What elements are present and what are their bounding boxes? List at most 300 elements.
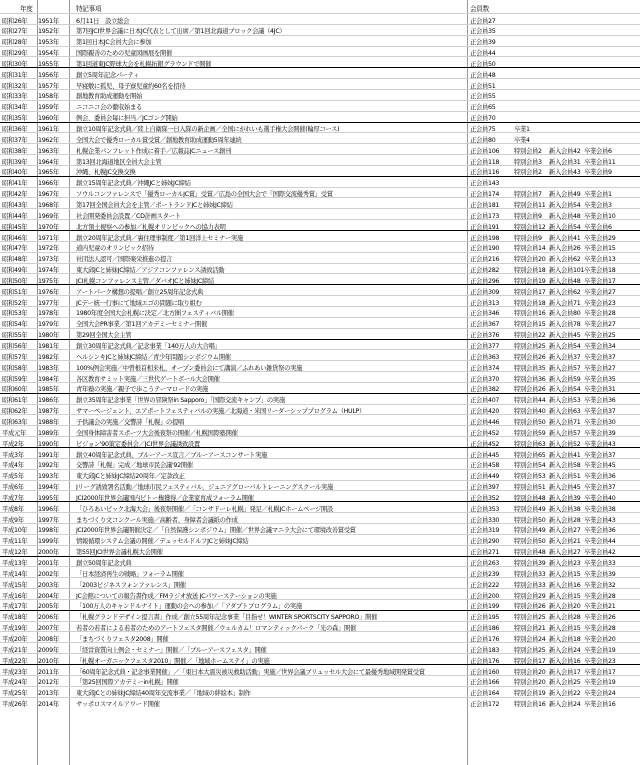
cell-event: 創立30周年記念式典／記念事業「140万人の大合唱」 xyxy=(76,343,221,350)
table-row xyxy=(0,490,640,501)
cell-special-members: 特別会員15 xyxy=(514,321,546,329)
cell-new-members: 新入会員27 xyxy=(549,549,581,557)
cell-graduated-members: 卒業会員9 xyxy=(584,169,612,177)
cell-graduated-members: 卒業会員19 xyxy=(584,646,616,654)
cell-event: 創地教育助成運動を開始 xyxy=(76,93,142,101)
cell-year: 1984年 xyxy=(38,375,59,383)
cell-special-members: 特別会員14 xyxy=(514,245,546,253)
table-row xyxy=(0,404,640,415)
cell-event: 「ひろあいビック北海大会」後夜祭開催／「コンサドーレ札幌」発足／札幌JCホームページ開設 xyxy=(76,505,334,513)
cell-era: 昭和42年 xyxy=(2,191,28,199)
cell-event: 国際親善のための児童図画展を開催 xyxy=(76,50,172,58)
cell-year: 1954年 xyxy=(38,50,59,58)
cell-year: 1964年 xyxy=(38,158,59,166)
cell-graduated-members: 卒業会員1 xyxy=(584,191,612,199)
cell-new-members: 新入会員63 xyxy=(549,408,581,416)
cell-special-members: 特別会員50 xyxy=(514,418,546,426)
cell-graduated-members: 卒業会員6 xyxy=(584,223,612,231)
cell-regular-members: 正会員173 xyxy=(470,212,500,220)
cell-special-members: 特別会員19 xyxy=(514,277,546,285)
cell-regular-members: 正会員75 xyxy=(470,126,496,133)
cell-era: 昭和44年 xyxy=(2,212,28,220)
cell-event: 第29回全国大会主管 xyxy=(76,332,132,340)
cell-year: 2005年 xyxy=(38,603,59,611)
cell-era: 平成24年 xyxy=(2,679,28,687)
table-row xyxy=(0,664,640,675)
cell-graduated-members: 卒業会員44 xyxy=(584,538,616,546)
cell-special-members: 特別会員9 xyxy=(514,234,542,242)
cell-year: 1995年 xyxy=(38,494,59,502)
cell-regular-members: 正会員200 xyxy=(470,592,500,600)
cell-new-members: 新入会員54 xyxy=(549,343,581,350)
cell-graduated-members: 卒業会員23 xyxy=(584,299,616,307)
cell-event: 全国身体障害者スポーツ大会後夜祭の開催／札幌国際塾開催 xyxy=(76,429,238,437)
cell-special-members: 卒業4 xyxy=(514,136,530,144)
cell-regular-members: 正会員183 xyxy=(470,646,500,654)
cell-special-members: 特別会員7 xyxy=(514,191,542,199)
cell-regular-members: 正会員222 xyxy=(470,581,500,589)
cell-graduated-members: 卒業会員6 xyxy=(584,147,612,155)
cell-graduated-members: 卒業会員36 xyxy=(584,527,616,535)
table-row xyxy=(0,577,640,588)
cell-graduated-members: 卒業会員37 xyxy=(584,353,616,361)
cell-era: 昭和58年 xyxy=(2,364,28,372)
cell-special-members: 特別会員18 xyxy=(514,299,546,307)
cell-regular-members: 正会員377 xyxy=(470,343,500,350)
cell-new-members: 新入会員38 xyxy=(549,505,581,513)
cell-era: 昭和62年 xyxy=(2,408,28,416)
cell-era: 平成22年 xyxy=(2,657,28,665)
cell-regular-members: 正会員176 xyxy=(470,657,500,665)
cell-event: 創立35周年記念事業「世界の冒険祭in Sapporo」「国際交流キャンプ」の実施 xyxy=(76,397,285,405)
cell-regular-members: 正会員191 xyxy=(470,223,500,231)
cell-year: 2012年 xyxy=(38,679,59,687)
cell-new-members: 新入会員41 xyxy=(549,234,581,242)
cell-graduated-members: 卒業会員43 xyxy=(584,516,616,524)
cell-era: 平成9年 xyxy=(2,516,24,524)
table-row xyxy=(0,13,640,24)
table-row xyxy=(0,686,640,697)
cell-new-members: 新入会員59 xyxy=(549,375,581,383)
cell-year: 1997年 xyxy=(38,516,59,524)
cell-era: 昭和27年 xyxy=(2,28,28,36)
cell-event: JCデー統一行事にて地域エゴの問題に取り組む xyxy=(76,299,202,307)
cell-special-members: 特別会員12 xyxy=(514,223,546,231)
cell-era: 平成26年 xyxy=(2,701,28,709)
cell-event: 創立40周年記念式典、ブルーアース宣言／ブルーアースコンサート実施 xyxy=(76,451,268,459)
cell-special-members: 特別会員33 xyxy=(514,581,546,589)
cell-era: 昭和30年 xyxy=(2,60,28,68)
cell-new-members: 新入会員28 xyxy=(549,614,581,622)
cell-era: 昭和34年 xyxy=(2,104,28,112)
cell-graduated-members: 卒業会員28 xyxy=(584,310,616,318)
cell-event: 東大邱JCと姉妹JC締結20周年／定款改正 xyxy=(76,473,185,481)
cell-graduated-members: 卒業会員31 xyxy=(584,386,616,394)
cell-regular-members: 正会員27 xyxy=(470,17,496,25)
table-row xyxy=(0,143,640,154)
cell-regular-members: 正会員80 xyxy=(470,136,496,144)
cell-year: 1970年 xyxy=(38,223,59,231)
cell-special-members: 特別会員44 xyxy=(514,397,546,405)
cell-era: 昭和45年 xyxy=(2,223,28,231)
table-row xyxy=(0,631,640,642)
cell-event: JC会館についての報告書作成／FMラジオ放送 JCパワーステーションの実施 xyxy=(76,592,277,600)
cell-era: 昭和50年 xyxy=(2,277,28,285)
cell-graduated-members: 卒業会員34 xyxy=(584,343,616,350)
cell-regular-members: 正会員51 xyxy=(470,82,496,90)
cell-regular-members: 正会員181 xyxy=(470,201,500,209)
cell-new-members: 新入会員54 xyxy=(549,201,581,209)
cell-year: 1988年 xyxy=(38,418,59,426)
cell-graduated-members: 卒業会員39 xyxy=(584,570,616,578)
table-row xyxy=(0,523,640,534)
table-row xyxy=(0,447,640,458)
cell-event: 「60周年記念式典・記念事業開催」／「東日本大震災被災救助活動」実施／世界会議ブリュッセル大会にて最優秀地域開発賞受賞 xyxy=(76,668,425,676)
cell-graduated-members: 卒業会員3 xyxy=(584,201,612,209)
cell-graduated-members: 卒業会員10 xyxy=(584,212,616,220)
cell-regular-members: 正会員186 xyxy=(470,625,500,633)
cell-event: 創立10周年記念式典／陸上自衛隊一日入隊の新企画／全国にがれいも選手権大会開催(輪厚コース) xyxy=(76,126,340,133)
cell-regular-members: 正会員176 xyxy=(470,635,500,643)
cell-regular-members: 正会員346 xyxy=(470,310,500,318)
cell-regular-members: 正会員160 xyxy=(470,668,500,676)
cell-event: 「まちづくりフェスタ2008」開催 xyxy=(76,635,169,643)
table-row xyxy=(0,67,640,78)
table-row xyxy=(0,566,640,577)
cell-regular-members: 正会員195 xyxy=(470,614,500,622)
cell-new-members: 新入会員20 xyxy=(549,603,581,611)
cell-era: 平成12年 xyxy=(2,549,28,557)
cell-regular-members: 正会員290 xyxy=(470,538,500,546)
cell-year: 1987年 xyxy=(38,408,59,416)
table-row xyxy=(0,382,640,393)
table-row xyxy=(0,469,640,480)
table-row xyxy=(0,252,640,263)
cell-new-members: 新入会員43 xyxy=(549,169,581,177)
cell-era: 平成6年 xyxy=(2,484,24,492)
table-row xyxy=(0,545,640,556)
cell-special-members: 特別会員24 xyxy=(514,635,546,643)
cell-year: 1991年 xyxy=(38,451,59,459)
cell-era: 昭和46年 xyxy=(2,234,28,242)
cell-regular-members: 正会員70 xyxy=(470,115,496,123)
cell-special-members: 特別会員11 xyxy=(514,201,546,209)
cell-era: 昭和55年 xyxy=(2,332,28,340)
cell-regular-members: 正会員216 xyxy=(470,256,500,264)
cell-regular-members: 正会員296 xyxy=(470,277,500,285)
cell-graduated-members: 卒業会員33 xyxy=(584,560,616,567)
cell-graduated-members: 卒業会員37 xyxy=(584,451,616,459)
cell-event: 100%例会実施／中曽根首相来札、オープン委員会にて講演／ふれあい雑貨祭の実施 xyxy=(76,364,303,372)
cell-new-members: 新入会員27 xyxy=(549,527,581,535)
cell-new-members: 新入会員53 xyxy=(549,397,581,405)
cell-regular-members: 正会員35 xyxy=(470,28,496,36)
cell-era: 平成15年 xyxy=(2,581,28,589)
cell-era: 平成19年 xyxy=(2,625,28,633)
cell-regular-members: 正会員452 xyxy=(470,440,500,448)
cell-event: ソウルコンファレンスで「優秀ローカルJC賞」受賞／広島の全国大会で「国際交流優秀賞」受賞 xyxy=(76,191,333,199)
cell-year: 1976年 xyxy=(38,288,59,296)
cell-event: 全国大会PR事業／第1回アカデミーセミナー開催 xyxy=(76,321,208,329)
cell-graduated-members: 卒業会員27 xyxy=(584,364,616,372)
cell-new-members: 新入会員49 xyxy=(549,191,581,199)
cell-special-members: 特別会員25 xyxy=(514,614,546,622)
cell-special-members: 特別会員2 xyxy=(514,169,542,177)
cell-event: 情報循環システム会議の開催／デュッセルドルフJCと姉妹JC締結 xyxy=(76,538,249,546)
cell-special-members: 特別会員2 xyxy=(514,147,542,155)
cell-new-members: 新入会員37 xyxy=(549,353,581,361)
cell-event: 全国大会で優秀ローカル賞受賞／創地教育助成運動5周年連続 xyxy=(76,136,242,144)
cell-era: 昭和48年 xyxy=(2,256,28,264)
cell-special-members: 特別会員26 xyxy=(514,353,546,361)
cell-special-members: 特別会員17 xyxy=(514,288,546,296)
cell-new-members: 新入会員26 xyxy=(549,245,581,253)
cell-new-members: 新入会員71 xyxy=(549,418,581,426)
cell-year: 1996年 xyxy=(38,505,59,513)
cell-era: 昭和39年 xyxy=(2,158,28,166)
cell-new-members: 新入会員45 xyxy=(549,484,581,492)
cell-regular-members: 正会員44 xyxy=(470,50,496,58)
cell-special-members: 特別会員50 xyxy=(514,538,546,546)
cell-year: 2001年 xyxy=(38,560,59,567)
cell-event: 創立50周年記念式典 xyxy=(76,560,132,567)
cell-regular-members: 正会員363 xyxy=(470,353,500,361)
cell-era: 昭和29年 xyxy=(2,50,28,58)
cell-event: 東大邱JCとの姉妹JC締結40周年交流事業／「地域の絆絵本」制作 xyxy=(76,690,251,698)
cell-special-members: 特別会員20 xyxy=(514,679,546,687)
cell-era: 昭和47年 xyxy=(2,245,28,253)
cell-year: 1973年 xyxy=(38,256,59,264)
cell-regular-members: 正会員118 xyxy=(470,158,500,166)
cell-year: 1993年 xyxy=(38,473,59,481)
table-row xyxy=(0,480,640,491)
cell-special-members: 特別会員36 xyxy=(514,375,546,383)
table-row xyxy=(0,122,640,133)
cell-special-members: 特別会員20 xyxy=(514,256,546,264)
cell-year: 2008年 xyxy=(38,635,59,643)
cell-new-members: 新入会員16 xyxy=(549,657,581,665)
table-row xyxy=(0,187,640,198)
cell-special-members: 特別会員59 xyxy=(514,429,546,437)
cell-year: 2014年 xyxy=(38,701,59,709)
header-era: 年度 xyxy=(20,5,33,13)
table-row xyxy=(0,35,640,46)
table-row xyxy=(0,697,640,708)
table-row xyxy=(0,56,640,67)
cell-event: 社団法人認可／国際楽栄推進の提言 xyxy=(76,256,172,264)
cell-special-members: 特別会員54 xyxy=(514,462,546,470)
cell-year: 2003年 xyxy=(38,581,59,589)
cell-graduated-members: 卒業会員37 xyxy=(584,408,616,416)
table-row xyxy=(0,219,640,230)
cell-new-members: 新入会員54 xyxy=(549,386,581,394)
cell-year: 1989年 xyxy=(38,429,59,437)
cell-new-members: 新入会員28 xyxy=(549,516,581,524)
cell-year: 1972年 xyxy=(38,245,59,253)
cell-special-members: 特別会員21 xyxy=(514,625,546,633)
cell-event: 第1回道東JC野球大会を札幌拓銀グラウンドで開催 xyxy=(76,60,212,68)
cell-year: 1952年 xyxy=(38,28,59,36)
cell-event: 沖縄、札幌JC交換交換 xyxy=(76,169,136,177)
table-row xyxy=(0,24,640,35)
cell-regular-members: 正会員458 xyxy=(470,462,500,470)
cell-graduated-members: 卒業会員38 xyxy=(584,505,616,513)
cell-era: 昭和35年 xyxy=(2,115,28,123)
cell-new-members: 新入会員78 xyxy=(549,321,581,329)
cell-event: 創立20周年記念式典／裏住理事制度／第1回洋上セミナー実施 xyxy=(76,234,244,242)
cell-year: 1968年 xyxy=(38,201,59,209)
cell-graduated-members: 卒業会員37 xyxy=(584,484,616,492)
cell-regular-members: 正会員143 xyxy=(470,180,500,188)
cell-special-members: 特別会員29 xyxy=(514,592,546,600)
table-row xyxy=(0,328,640,339)
cell-new-members: 新入会員62 xyxy=(549,288,581,296)
cell-event: 第55回JCI世界会議札幌大会開催 xyxy=(76,549,163,557)
cell-graduated-members: 卒業会員23 xyxy=(584,657,616,665)
cell-regular-members: 正会員382 xyxy=(470,386,500,394)
table-row xyxy=(0,588,640,599)
table-row xyxy=(0,393,640,404)
cell-year: 1951年 xyxy=(38,17,59,25)
cell-regular-members: 正会員449 xyxy=(470,473,500,481)
cell-event: 第7回JCI世界会議に日本JC代表として出席／第1回北海道ブロック会議（4JC） xyxy=(76,28,286,36)
cell-year: 1981年 xyxy=(38,343,59,350)
cell-graduated-members: 卒業会員30 xyxy=(584,418,616,426)
cell-event: 「100万人のキャンドルナイト」運動の会への参加／「アダプトプログラム」の実施 xyxy=(76,603,302,611)
cell-era: 平成7年 xyxy=(2,494,24,502)
cell-regular-members: 正会員397 xyxy=(470,484,500,492)
cell-era: 昭和52年 xyxy=(2,299,28,307)
cell-year: 1979年 xyxy=(38,321,59,329)
cell-year: 1961年 xyxy=(38,126,59,133)
cell-event: 「第25回国際アカデミーin札幌」開催 xyxy=(76,679,179,687)
cell-year: 1983年 xyxy=(38,364,59,372)
cell-event: 例会、委員会毎に担当／JCゴング開始 xyxy=(76,115,178,123)
cell-event: 「2003ビジネスフォンファレンス」開催 xyxy=(76,581,186,589)
cell-regular-members: 正会員370 xyxy=(470,375,500,383)
cell-regular-members: 正会員353 xyxy=(470,505,500,513)
table-row xyxy=(0,317,640,328)
cell-year: 1963年 xyxy=(38,147,59,155)
cell-event: 北方領土視察への参加／札幌オリンピックへの協力表明 xyxy=(76,223,226,231)
cell-special-members: 特別会員17 xyxy=(514,657,546,665)
cell-new-members: 新入会員52 xyxy=(549,440,581,448)
cell-era: 平成21年 xyxy=(2,646,28,654)
cell-event: 若者の若者による若者のためのアートフェスタ開催／ウェルカム！ロマンティックパーク「光の森」開催 xyxy=(76,625,357,633)
cell-graduated-members: 卒業会員28 xyxy=(584,592,616,600)
cell-era: 昭和57年 xyxy=(2,353,28,361)
header-members: 会員数 xyxy=(470,5,489,13)
cell-regular-members: 正会員309 xyxy=(470,288,500,296)
cell-year: 1960年 xyxy=(38,115,59,123)
cell-year: 1953年 xyxy=(38,39,59,47)
cell-new-members: 新入会員39 xyxy=(549,494,581,502)
cell-era: 平成元年 xyxy=(2,429,26,437)
cell-special-members: 特別会員25 xyxy=(514,343,546,350)
cell-era: 平成18年 xyxy=(2,614,28,622)
cell-era: 昭和60年 xyxy=(2,386,28,394)
cell-regular-members: 正会員420 xyxy=(470,408,500,416)
cell-event: 子供議会の実施／交響詩「札幌」の提唱 xyxy=(76,418,184,426)
table-row xyxy=(0,78,640,89)
cell-special-members: 卒業1 xyxy=(514,126,530,133)
cell-new-members: 新入会員58 xyxy=(549,462,581,470)
cell-new-members: 新入会員22 xyxy=(549,690,581,698)
table-row xyxy=(0,273,640,284)
table-row xyxy=(0,263,640,274)
table-row xyxy=(0,414,640,425)
cell-event: 創立15周年記念式典／沖縄JCと姉妹JC締結 xyxy=(76,180,191,188)
cell-special-members: 特別会員9 xyxy=(514,212,542,220)
cell-regular-members: 正会員313 xyxy=(470,299,500,307)
table-row xyxy=(0,458,640,469)
cell-year: 1982年 xyxy=(38,353,59,361)
cell-year: 1985年 xyxy=(38,386,59,394)
cell-era: 昭和49年 xyxy=(2,267,28,275)
cell-regular-members: 正会員407 xyxy=(470,397,500,405)
cell-event: 札幌企業パンフレット作成に着手／広報誌JCニュース創刊 xyxy=(76,147,231,155)
cell-special-members: 特別会員25 xyxy=(514,646,546,654)
cell-new-members: 新入会員80 xyxy=(549,310,581,318)
cell-new-members: 新入会員41 xyxy=(549,451,581,459)
cell-year: 1955年 xyxy=(38,60,59,68)
cell-event: 創立5周年記念パーティ xyxy=(76,71,140,79)
cell-event: ニコニコ会の徹収始まる xyxy=(76,104,142,112)
cell-event: 青年塾の実施／親子で歩こうテーマロードの実施 xyxy=(76,386,208,394)
cell-graduated-members: 卒業会員43 xyxy=(584,440,616,448)
cell-era: 昭和28年 xyxy=(2,39,28,47)
cell-new-members: 新入会員15 xyxy=(549,570,581,578)
cell-year: 1962年 xyxy=(38,136,59,144)
cell-regular-members: 正会員271 xyxy=(470,549,500,557)
cell-era: 昭和61年 xyxy=(2,397,28,405)
cell-event: Jリーグ誘致署名活動／地球市民フェスティバル、ジュニアグローバルトレーニングスクール実施 xyxy=(76,484,334,492)
cell-special-members: 特別会員50 xyxy=(514,516,546,524)
table-row xyxy=(0,111,640,122)
table-row xyxy=(0,436,640,447)
cell-regular-members: 正会員55 xyxy=(470,93,496,101)
cell-event: サマーページェント、エアポートフェスティバルの実施／北海道・米国リーダーシッププログラム（HULP） xyxy=(76,408,366,416)
cell-year: 2002年 xyxy=(38,570,59,578)
cell-regular-members: 正会員376 xyxy=(470,332,500,340)
table-row xyxy=(0,653,640,664)
cell-event: 「経営資質向上例会・セミナー」開催／「ブルーアースフェスタ」開催 xyxy=(76,646,267,654)
table-row xyxy=(0,621,640,632)
cell-event: 各区教育サミット実施／三世代ゲートボール大会開催 xyxy=(76,375,220,383)
cell-new-members: 新入会員31 xyxy=(549,158,581,166)
cell-regular-members: 正会員374 xyxy=(470,364,500,372)
cell-graduated-members: 卒業会員36 xyxy=(584,473,616,481)
cell-regular-members: 正会員239 xyxy=(470,570,500,578)
cell-year: 1986年 xyxy=(38,397,59,405)
cell-new-members: 新入会員17 xyxy=(549,668,581,676)
table-row xyxy=(0,89,640,100)
cell-new-members: 新入会員101 xyxy=(549,267,585,275)
cell-regular-members: 正会員445 xyxy=(470,451,500,459)
cell-year: 2013年 xyxy=(38,690,59,698)
cell-new-members: 新入会員16 xyxy=(549,581,581,589)
cell-year: 1967年 xyxy=(38,191,59,199)
cell-new-members: 新入会員15 xyxy=(549,625,581,633)
cell-special-members: 特別会員33 xyxy=(514,570,546,578)
cell-regular-members: 正会員319 xyxy=(470,527,500,535)
cell-new-members: 新入会員51 xyxy=(549,473,581,481)
cell-event: JCI2000年世界会議国内ピトー権獲得／企業家育成フォーラム開催 xyxy=(76,494,254,502)
table-row xyxy=(0,371,640,382)
cell-graduated-members: 卒業会員42 xyxy=(584,549,616,557)
cell-graduated-members: 卒業会員19 xyxy=(584,679,616,687)
table-row xyxy=(0,154,640,165)
